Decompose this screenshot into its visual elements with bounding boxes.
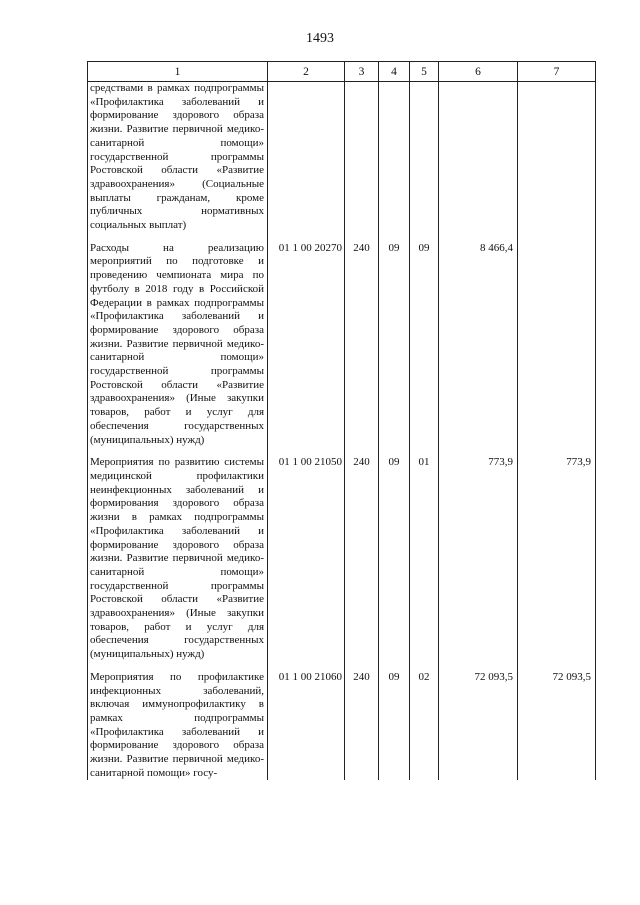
row-description: средствами в рамках подпрограммы «Профилактика заболеваний и формирование здорового образа жизни. Развитие первичной медико-санитарной помощи» государственной программы Ростовской области «Развитие здравоохранения» (Социальные выплаты гражданам, кроме публичных нормативных социальных выплат) [88,82,268,233]
row-amount-2: 72 093,5 [518,671,596,781]
row-subsection [410,82,439,233]
row-target-code [268,82,345,233]
row-target-code: 01 1 00 21050 [268,456,345,662]
row-amount-2: 773,9 [518,456,596,662]
budget-table [87,61,596,780]
row-section: 09 [379,671,410,781]
header-col-2: 2 [268,62,345,82]
row-description: Расходы на реализацию мероприятий по подготовке и проведению чемпионата мира по футболу в 2018 году в Российской Федерации в рамках подпрограммы «Профилактика заболеваний и формирование здорового образа жизни. Развитие первичной медико-санитарной помощи» государственной программы Ростовской области «Развитие здравоохранения» (Иные закупки товаров, работ и услуг для обеспечения государственных (муниципальных) нужд) [88,242,268,448]
header-col-5: 5 [410,62,439,82]
row-expense-type [345,82,379,233]
table-row [88,242,596,448]
row-expense-type: 240 [345,671,379,781]
row-spacer [88,662,596,671]
page-number: 1493 [306,31,334,46]
header-col-4: 4 [379,62,410,82]
table-row [88,82,596,233]
row-expense-type: 240 [345,456,379,662]
table-row [88,456,596,662]
row-target-code: 01 1 00 20270 [268,242,345,448]
row-subsection: 09 [410,242,439,448]
row-target-code: 01 1 00 21060 [268,671,345,781]
row-expense-type: 240 [345,242,379,448]
row-amount-1: 773,9 [439,456,518,662]
row-section: 09 [379,242,410,448]
row-amount-2 [518,82,596,233]
row-description: Мероприятия по развитию системы медицинской профилактики неинфекционных заболеваний и формирования здорового образа жизни в рамках подпрограммы «Профилактика заболеваний и формирование здорового образа жизни. Развитие первичной медико-санитарной помощи» государственной программы Ростовской области «Развитие здравоохранения» (Иные закупки товаров, работ и услуг для обеспечения государственных (муниципальных) нужд) [88,456,268,662]
row-amount-1 [439,82,518,233]
header-col-3: 3 [345,62,379,82]
row-description: Мероприятия по профилактике инфекционных заболеваний, включая иммунопрофилактику в рамках подпрограммы «Профилактика заболеваний и формирование здорового образа жизни. Развитие первичной медико-санитарной помощи» госу- [88,671,268,781]
row-amount-1: 8 466,4 [439,242,518,448]
row-spacer [88,233,596,242]
table-row [88,671,596,781]
header-row [88,62,596,82]
row-spacer [88,447,596,456]
row-amount-2 [518,242,596,448]
row-section: 09 [379,456,410,662]
row-subsection: 02 [410,671,439,781]
header-col-1: 1 [88,62,268,82]
row-subsection: 01 [410,456,439,662]
row-amount-1: 72 093,5 [439,671,518,781]
header-col-7: 7 [518,62,596,82]
row-section [379,82,410,233]
header-col-6: 6 [439,62,518,82]
